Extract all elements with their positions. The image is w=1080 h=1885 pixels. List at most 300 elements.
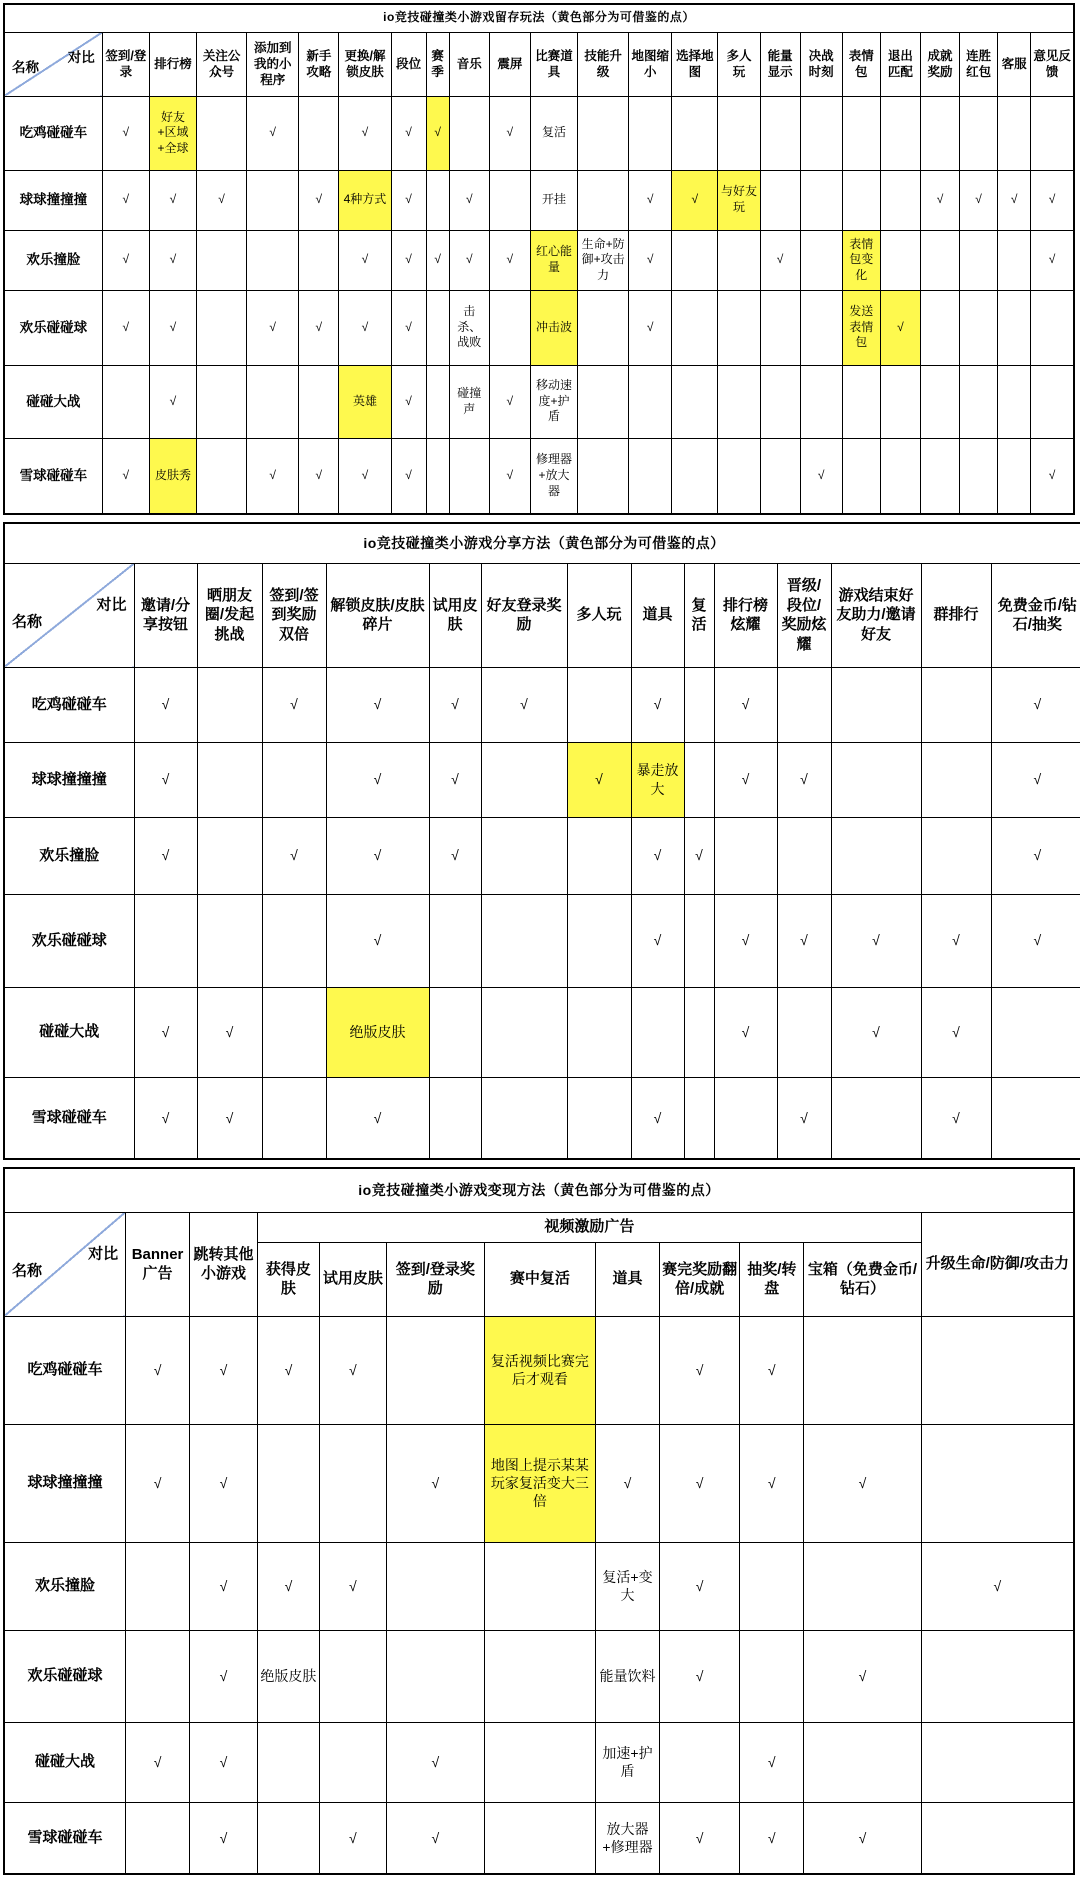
cell[interactable]: [386, 1542, 484, 1630]
cell[interactable]: √: [880, 290, 920, 365]
cell[interactable]: √: [262, 817, 326, 894]
cell[interactable]: √: [684, 817, 714, 894]
cell[interactable]: √: [391, 96, 426, 170]
cell[interactable]: [319, 1424, 386, 1542]
cell[interactable]: [991, 987, 1080, 1077]
cell[interactable]: 能量饮料: [596, 1630, 660, 1722]
cell[interactable]: [777, 817, 831, 894]
cell[interactable]: [760, 438, 800, 514]
cell[interactable]: √: [247, 438, 299, 514]
cell[interactable]: [426, 170, 449, 230]
cell[interactable]: √: [921, 987, 991, 1077]
cell[interactable]: [718, 438, 760, 514]
column-header[interactable]: 排行榜: [149, 32, 196, 96]
cell[interactable]: [578, 290, 629, 365]
cell[interactable]: √: [629, 230, 672, 290]
cell[interactable]: [262, 742, 326, 817]
column-header[interactable]: 多人玩: [567, 563, 631, 667]
column-header[interactable]: 邀请/分享按钮: [134, 563, 197, 667]
cell[interactable]: 发送表情包: [842, 290, 880, 365]
cell[interactable]: √: [714, 667, 777, 742]
cell[interactable]: 绝版皮肤: [326, 987, 429, 1077]
cell[interactable]: [921, 817, 991, 894]
cell[interactable]: [481, 894, 567, 987]
row-name[interactable]: 雪球碰碰车: [4, 1077, 134, 1159]
cell[interactable]: √: [659, 1630, 739, 1722]
column-header[interactable]: 获得皮肤: [258, 1242, 320, 1316]
cell[interactable]: [299, 96, 339, 170]
column-header[interactable]: 成就奖励: [920, 32, 959, 96]
cell[interactable]: √: [190, 1802, 258, 1874]
column-header[interactable]: 能量显示: [760, 32, 800, 96]
cell[interactable]: √: [102, 438, 149, 514]
row-name[interactable]: 欢乐碰碰球: [4, 290, 102, 365]
cell[interactable]: [718, 365, 760, 438]
corner-cell[interactable]: [4, 32, 102, 96]
cell[interactable]: [578, 365, 629, 438]
cell[interactable]: √: [777, 742, 831, 817]
cell[interactable]: [842, 365, 880, 438]
cell[interactable]: [1031, 96, 1074, 170]
column-header[interactable]: 选择地图: [672, 32, 718, 96]
column-header[interactable]: 升级生命/防御/攻击力: [921, 1212, 1074, 1316]
cell[interactable]: 好友+区域+全球: [149, 96, 196, 170]
cell[interactable]: [920, 438, 959, 514]
cell[interactable]: 表情包变化: [842, 230, 880, 290]
cell[interactable]: 复活: [530, 96, 577, 170]
cell[interactable]: [567, 817, 631, 894]
cell[interactable]: [481, 987, 567, 1077]
cell[interactable]: [718, 230, 760, 290]
cell[interactable]: [319, 1630, 386, 1722]
cell[interactable]: [567, 987, 631, 1077]
cell[interactable]: [197, 230, 247, 290]
cell[interactable]: [449, 438, 489, 514]
cell[interactable]: √: [629, 290, 672, 365]
cell[interactable]: √: [629, 170, 672, 230]
cell[interactable]: [800, 96, 842, 170]
cell[interactable]: [319, 1722, 386, 1802]
cell[interactable]: [567, 1077, 631, 1159]
cell[interactable]: [760, 96, 800, 170]
cell[interactable]: [631, 987, 684, 1077]
cell[interactable]: [684, 742, 714, 817]
cell[interactable]: [920, 290, 959, 365]
cell[interactable]: [842, 170, 880, 230]
column-header[interactable]: 连胜红包: [960, 32, 998, 96]
cell[interactable]: √: [339, 438, 391, 514]
cell[interactable]: 复活+变大: [596, 1542, 660, 1630]
cell[interactable]: √: [596, 1424, 660, 1542]
row-name[interactable]: 吃鸡碰碰车: [4, 96, 102, 170]
cell[interactable]: [578, 96, 629, 170]
cell[interactable]: √: [998, 170, 1031, 230]
column-header[interactable]: 排行榜炫耀: [714, 563, 777, 667]
cell[interactable]: √: [804, 1802, 921, 1874]
row-name[interactable]: 碰碰大战: [4, 987, 134, 1077]
cell[interactable]: √: [831, 894, 921, 987]
cell[interactable]: [197, 438, 247, 514]
column-header[interactable]: 晒朋友圈/发起挑战: [197, 563, 262, 667]
group-header[interactable]: 视频激励广告: [258, 1212, 922, 1242]
column-header[interactable]: 意见反馈: [1031, 32, 1074, 96]
cell[interactable]: √: [247, 96, 299, 170]
cell[interactable]: √: [319, 1802, 386, 1874]
cell[interactable]: [1031, 365, 1074, 438]
cell[interactable]: √: [339, 96, 391, 170]
cell[interactable]: [714, 817, 777, 894]
cell[interactable]: √: [804, 1630, 921, 1722]
cell[interactable]: [197, 96, 247, 170]
cell[interactable]: [740, 1542, 804, 1630]
cell[interactable]: [596, 1316, 660, 1424]
cell[interactable]: 开挂: [530, 170, 577, 230]
cell[interactable]: √: [991, 817, 1080, 894]
cell[interactable]: √: [740, 1722, 804, 1802]
corner-cell[interactable]: [4, 1212, 126, 1316]
cell[interactable]: [684, 987, 714, 1077]
cell[interactable]: √: [134, 1077, 197, 1159]
cell[interactable]: √: [659, 1542, 739, 1630]
cell[interactable]: [831, 817, 921, 894]
cell[interactable]: [998, 290, 1031, 365]
cell[interactable]: [921, 1316, 1074, 1424]
cell[interactable]: √: [631, 667, 684, 742]
cell[interactable]: √: [386, 1802, 484, 1874]
cell[interactable]: √: [126, 1316, 190, 1424]
cell[interactable]: √: [631, 817, 684, 894]
cell[interactable]: [247, 365, 299, 438]
row-name[interactable]: 球球撞撞撞: [4, 170, 102, 230]
cell[interactable]: [800, 365, 842, 438]
cell[interactable]: √: [391, 438, 426, 514]
cell[interactable]: √: [920, 170, 959, 230]
row-name[interactable]: 欢乐碰碰球: [4, 1630, 126, 1722]
cell[interactable]: 红心能量: [530, 230, 577, 290]
cell[interactable]: √: [489, 96, 530, 170]
cell[interactable]: 绝版皮肤: [258, 1630, 320, 1722]
cell[interactable]: [960, 438, 998, 514]
cell[interactable]: √: [1031, 230, 1074, 290]
cell[interactable]: √: [714, 742, 777, 817]
cell[interactable]: √: [489, 365, 530, 438]
cell[interactable]: [489, 290, 530, 365]
cell[interactable]: √: [800, 438, 842, 514]
cell[interactable]: √: [426, 96, 449, 170]
cell[interactable]: √: [326, 667, 429, 742]
cell[interactable]: [842, 96, 880, 170]
cell[interactable]: 移动速度+护盾: [530, 365, 577, 438]
cell[interactable]: √: [299, 438, 339, 514]
cell[interactable]: [880, 365, 920, 438]
cell[interactable]: [804, 1316, 921, 1424]
cell[interactable]: √: [386, 1722, 484, 1802]
column-header[interactable]: 赛季: [426, 32, 449, 96]
cell[interactable]: [760, 290, 800, 365]
cell[interactable]: 英雄: [339, 365, 391, 438]
cell[interactable]: [920, 365, 959, 438]
cell[interactable]: [429, 894, 481, 987]
cell[interactable]: 生命+防御+攻击力: [578, 230, 629, 290]
cell[interactable]: 加速+护盾: [596, 1722, 660, 1802]
row-name[interactable]: 碰碰大战: [4, 365, 102, 438]
cell[interactable]: √: [760, 230, 800, 290]
cell[interactable]: [258, 1802, 320, 1874]
cell[interactable]: √: [991, 742, 1080, 817]
cell[interactable]: √: [149, 290, 196, 365]
cell[interactable]: [429, 987, 481, 1077]
cell[interactable]: [998, 365, 1031, 438]
column-header[interactable]: 好友登录奖励: [481, 563, 567, 667]
cell[interactable]: √: [391, 230, 426, 290]
cell[interactable]: √: [960, 170, 998, 230]
column-header[interactable]: 复活: [684, 563, 714, 667]
cell[interactable]: [991, 1077, 1080, 1159]
cell[interactable]: [684, 1077, 714, 1159]
cell[interactable]: √: [319, 1316, 386, 1424]
column-header[interactable]: 多人玩: [718, 32, 760, 96]
cell[interactable]: √: [134, 987, 197, 1077]
row-name[interactable]: 雪球碰碰车: [4, 1802, 126, 1874]
cell[interactable]: √: [197, 987, 262, 1077]
column-header[interactable]: 段位: [391, 32, 426, 96]
cell[interactable]: [197, 742, 262, 817]
cell[interactable]: √: [391, 365, 426, 438]
cell[interactable]: [629, 96, 672, 170]
cell[interactable]: [804, 1542, 921, 1630]
cell[interactable]: 与好友玩: [718, 170, 760, 230]
column-header[interactable]: 试用皮肤: [319, 1242, 386, 1316]
cell[interactable]: √: [319, 1542, 386, 1630]
column-header[interactable]: 退出匹配: [880, 32, 920, 96]
cell[interactable]: √: [299, 290, 339, 365]
cell[interactable]: [426, 365, 449, 438]
cell[interactable]: √: [714, 987, 777, 1077]
cell[interactable]: [760, 170, 800, 230]
cell[interactable]: √: [102, 96, 149, 170]
cell[interactable]: √: [190, 1424, 258, 1542]
cell[interactable]: √: [567, 742, 631, 817]
column-header[interactable]: 免费金币/钻石/抽奖: [991, 563, 1080, 667]
column-header[interactable]: 新手攻略: [299, 32, 339, 96]
cell[interactable]: [804, 1722, 921, 1802]
cell[interactable]: √: [1031, 170, 1074, 230]
cell[interactable]: √: [659, 1424, 739, 1542]
cell[interactable]: [429, 1077, 481, 1159]
cell[interactable]: [484, 1722, 595, 1802]
cell[interactable]: [197, 817, 262, 894]
cell[interactable]: [258, 1424, 320, 1542]
cell[interactable]: √: [481, 667, 567, 742]
cell[interactable]: [197, 667, 262, 742]
cell[interactable]: [629, 438, 672, 514]
cell[interactable]: [489, 170, 530, 230]
cell[interactable]: √: [126, 1722, 190, 1802]
cell[interactable]: √: [197, 1077, 262, 1159]
cell[interactable]: [126, 1542, 190, 1630]
column-header[interactable]: 决战时刻: [800, 32, 842, 96]
cell[interactable]: [960, 290, 998, 365]
cell[interactable]: [831, 742, 921, 817]
cell[interactable]: √: [429, 817, 481, 894]
cell[interactable]: [777, 667, 831, 742]
column-header[interactable]: 试用皮肤: [429, 563, 481, 667]
cell[interactable]: [247, 230, 299, 290]
cell[interactable]: [960, 365, 998, 438]
column-header[interactable]: 签到/登录奖励: [386, 1242, 484, 1316]
cell[interactable]: √: [449, 230, 489, 290]
cell[interactable]: [800, 290, 842, 365]
cell[interactable]: [134, 894, 197, 987]
cell[interactable]: √: [134, 742, 197, 817]
cell[interactable]: √: [126, 1424, 190, 1542]
cell[interactable]: 碰撞声: [449, 365, 489, 438]
cell[interactable]: [921, 1802, 1074, 1874]
cell[interactable]: [998, 230, 1031, 290]
cell[interactable]: √: [102, 230, 149, 290]
cell[interactable]: [684, 894, 714, 987]
column-header[interactable]: 晋级/段位/奖励炫耀: [777, 563, 831, 667]
cell[interactable]: [481, 1077, 567, 1159]
cell[interactable]: √: [190, 1316, 258, 1424]
cell[interactable]: [880, 96, 920, 170]
cell[interactable]: [672, 365, 718, 438]
cell[interactable]: √: [386, 1424, 484, 1542]
cell[interactable]: √: [714, 894, 777, 987]
cell[interactable]: [831, 667, 921, 742]
cell[interactable]: √: [777, 1077, 831, 1159]
cell[interactable]: √: [149, 365, 196, 438]
cell[interactable]: [258, 1722, 320, 1802]
cell[interactable]: √: [1031, 438, 1074, 514]
column-header[interactable]: 赛中复活: [484, 1242, 595, 1316]
cell[interactable]: 冲击波: [530, 290, 577, 365]
column-header[interactable]: 抽奖/转盘: [740, 1242, 804, 1316]
cell[interactable]: 皮肤秀: [149, 438, 196, 514]
cell[interactable]: [481, 742, 567, 817]
cell[interactable]: [921, 1722, 1074, 1802]
cell[interactable]: [567, 894, 631, 987]
cell[interactable]: [714, 1077, 777, 1159]
cell[interactable]: [921, 667, 991, 742]
cell[interactable]: √: [197, 170, 247, 230]
column-header[interactable]: 比赛道具: [530, 32, 577, 96]
column-header[interactable]: 客服: [998, 32, 1031, 96]
cell[interactable]: [672, 230, 718, 290]
row-name[interactable]: 球球撞撞撞: [4, 742, 134, 817]
row-name[interactable]: 吃鸡碰碰车: [4, 1316, 126, 1424]
column-header[interactable]: 表情包: [842, 32, 880, 96]
cell[interactable]: √: [740, 1316, 804, 1424]
cell[interactable]: [921, 1630, 1074, 1722]
cell[interactable]: [197, 894, 262, 987]
cell[interactable]: √: [391, 170, 426, 230]
cell[interactable]: √: [262, 667, 326, 742]
cell[interactable]: √: [991, 894, 1080, 987]
cell[interactable]: [386, 1630, 484, 1722]
cell[interactable]: √: [631, 1077, 684, 1159]
cell[interactable]: 4种方式: [339, 170, 391, 230]
cell[interactable]: √: [672, 170, 718, 230]
cell[interactable]: [578, 438, 629, 514]
column-header[interactable]: 群排行: [921, 563, 991, 667]
cell[interactable]: [672, 290, 718, 365]
cell[interactable]: [567, 667, 631, 742]
column-header[interactable]: 赛完奖励翻倍/成就: [659, 1242, 739, 1316]
cell[interactable]: √: [102, 170, 149, 230]
cell[interactable]: [960, 230, 998, 290]
cell[interactable]: √: [991, 667, 1080, 742]
column-header[interactable]: 添加到我的小程序: [247, 32, 299, 96]
column-header[interactable]: 签到/签到奖励双倍: [262, 563, 326, 667]
cell[interactable]: [718, 96, 760, 170]
column-header[interactable]: 更换/解锁皮肤: [339, 32, 391, 96]
cell[interactable]: √: [804, 1424, 921, 1542]
cell[interactable]: √: [299, 170, 339, 230]
cell[interactable]: [842, 438, 880, 514]
cell[interactable]: [921, 742, 991, 817]
cell[interactable]: [777, 987, 831, 1077]
cell[interactable]: [659, 1722, 739, 1802]
row-name[interactable]: 吃鸡碰碰车: [4, 667, 134, 742]
cell[interactable]: [197, 365, 247, 438]
corner-cell[interactable]: [4, 563, 134, 667]
cell[interactable]: [672, 96, 718, 170]
cell[interactable]: [299, 365, 339, 438]
column-header[interactable]: 道具: [596, 1242, 660, 1316]
cell[interactable]: [684, 667, 714, 742]
cell[interactable]: √: [659, 1316, 739, 1424]
cell[interactable]: √: [631, 894, 684, 987]
cell[interactable]: √: [489, 438, 530, 514]
cell[interactable]: √: [134, 667, 197, 742]
column-header[interactable]: 道具: [631, 563, 684, 667]
cell[interactable]: [262, 894, 326, 987]
cell[interactable]: [197, 290, 247, 365]
row-name[interactable]: 欢乐碰碰球: [4, 894, 134, 987]
cell[interactable]: √: [740, 1802, 804, 1874]
column-header[interactable]: 跳转其他小游戏: [190, 1212, 258, 1316]
cell[interactable]: √: [102, 290, 149, 365]
cell[interactable]: √: [326, 894, 429, 987]
column-header[interactable]: 技能升级: [578, 32, 629, 96]
cell[interactable]: [920, 96, 959, 170]
cell[interactable]: [484, 1802, 595, 1874]
cell[interactable]: √: [740, 1424, 804, 1542]
column-header[interactable]: 解锁皮肤/皮肤碎片: [326, 563, 429, 667]
cell[interactable]: [760, 365, 800, 438]
cell[interactable]: [800, 230, 842, 290]
column-header[interactable]: 音乐: [449, 32, 489, 96]
cell[interactable]: [740, 1630, 804, 1722]
cell[interactable]: √: [326, 817, 429, 894]
cell[interactable]: 地图上提示某某玩家复活变大三倍: [484, 1424, 595, 1542]
cell[interactable]: [960, 96, 998, 170]
cell[interactable]: √: [190, 1722, 258, 1802]
cell[interactable]: √: [326, 742, 429, 817]
cell[interactable]: [800, 170, 842, 230]
cell[interactable]: [126, 1802, 190, 1874]
cell[interactable]: 复活视频比赛完后才观看: [484, 1316, 595, 1424]
cell[interactable]: [102, 365, 149, 438]
row-name[interactable]: 雪球碰碰车: [4, 438, 102, 514]
cell[interactable]: √: [777, 894, 831, 987]
column-header[interactable]: 震屏: [489, 32, 530, 96]
cell[interactable]: [718, 290, 760, 365]
row-name[interactable]: 碰碰大战: [4, 1722, 126, 1802]
cell[interactable]: √: [134, 817, 197, 894]
row-name[interactable]: 欢乐撞脸: [4, 817, 134, 894]
